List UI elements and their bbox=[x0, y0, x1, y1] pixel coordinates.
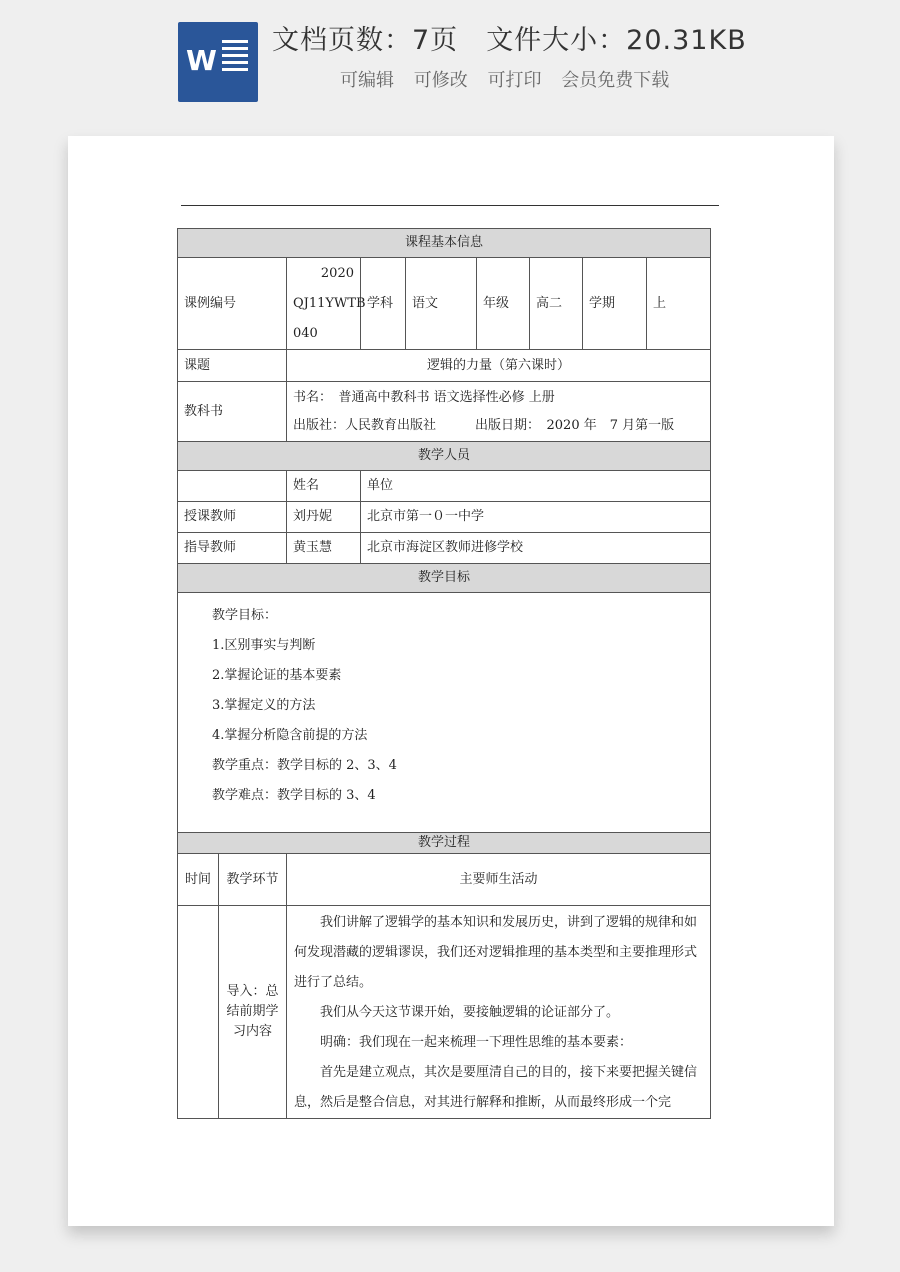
feature-member-download: 会员免费下载 bbox=[561, 70, 670, 91]
word-icon-letter: W bbox=[186, 44, 217, 77]
feature-modifiable: 可修改 bbox=[413, 70, 468, 91]
code-line-2: QJ11YWTB bbox=[293, 295, 366, 311]
staff-role: 授课教师 bbox=[178, 502, 287, 533]
goal-item: 4.掌握分析隐含前提的方法 bbox=[212, 728, 368, 743]
topic-value: 逻辑的力量（第六课时） bbox=[287, 350, 711, 382]
process-col-time: 时间 bbox=[178, 854, 219, 906]
staff-name-header: 姓名 bbox=[287, 471, 361, 502]
process-col-stage: 教学环节 bbox=[219, 854, 287, 906]
page-count: 文档页数：7页 bbox=[272, 25, 459, 56]
goal-item: 2.掌握论证的基本要素 bbox=[212, 668, 342, 683]
code-label: 课例编号 bbox=[178, 258, 287, 350]
process-stage: 导入：总结前期学习内容 bbox=[219, 906, 287, 1119]
subject-label: 学科 bbox=[361, 258, 406, 350]
code-value bbox=[287, 258, 366, 350]
term-label: 学期 bbox=[583, 258, 647, 350]
word-icon bbox=[178, 22, 258, 102]
activity-paragraph: 我们讲解了逻辑学的基本知识和发展历史，讲到了逻辑的规律和如何发现潜藏的逻辑谬误，我们还对逻辑推理的基本类型和主要推理形式进行了总结。 bbox=[294, 915, 698, 990]
lesson-table bbox=[177, 228, 711, 1119]
code-line-3: 040 bbox=[293, 325, 318, 341]
document-header bbox=[0, 0, 900, 130]
document-page bbox=[68, 136, 834, 1226]
word-icon-lines bbox=[222, 40, 248, 75]
activity-paragraph: 我们从今天这节课开始，要接触逻辑的论证部分了。 bbox=[320, 1005, 620, 1020]
process-activity bbox=[287, 906, 711, 1119]
feature-editable: 可编辑 bbox=[340, 70, 394, 91]
grade-value: 高二 bbox=[530, 258, 583, 350]
document-info-title bbox=[272, 18, 747, 57]
goal-item: 3.掌握定义的方法 bbox=[212, 698, 316, 713]
feature-printable: 可打印 bbox=[487, 70, 542, 91]
section-goals: 教学目标 bbox=[178, 564, 711, 593]
topic-label: 课题 bbox=[178, 350, 287, 382]
activity-paragraph: 明确：我们现在一起来梳理一下理性思维的基本要素： bbox=[320, 1035, 633, 1050]
activity-paragraph: 首先是建立观点，其次是要厘清自己的目的，接下来要把握关键信息，然后是整合信息，对其进行解释和推断，从而最终形成一个完 bbox=[294, 1065, 698, 1110]
section-staff: 教学人员 bbox=[178, 442, 711, 471]
staff-unit-header: 单位 bbox=[361, 471, 711, 502]
goal-difficulties: 教学难点：教学目标的 3、4 bbox=[212, 788, 376, 803]
textbook-publisher: 出版社：人民教育出版社 出版日期： 2020 年 7 月第一版 bbox=[293, 417, 675, 433]
process-time bbox=[178, 906, 219, 1119]
staff-unit: 北京市第一０一中学 bbox=[361, 502, 711, 533]
staff-name: 刘丹妮 bbox=[287, 502, 361, 533]
grade-label: 年级 bbox=[477, 258, 530, 350]
goal-item: 1.区别事实与判断 bbox=[212, 638, 316, 653]
goals-heading: 教学目标： bbox=[212, 608, 278, 623]
goals-cell bbox=[178, 593, 711, 833]
staff-unit: 北京市海淀区教师进修学校 bbox=[361, 533, 711, 564]
term-value: 上 bbox=[647, 258, 711, 350]
section-basic-info: 课程基本信息 bbox=[178, 229, 711, 258]
subject-value: 语文 bbox=[406, 258, 477, 350]
staff-blank bbox=[178, 471, 287, 502]
textbook-label: 教科书 bbox=[178, 382, 287, 442]
textbook-value bbox=[287, 382, 711, 442]
staff-name: 黄玉慧 bbox=[287, 533, 361, 564]
feature-list bbox=[340, 66, 679, 92]
textbook-title: 书名： 普通高中教科书 语文选择性必修 上册 bbox=[293, 389, 555, 405]
header-rule bbox=[181, 205, 719, 206]
file-size: 文件大小：20.31KB bbox=[486, 25, 747, 56]
process-col-activity: 主要师生活动 bbox=[287, 854, 711, 906]
staff-role: 指导教师 bbox=[178, 533, 287, 564]
code-line-1: 2020 bbox=[320, 265, 354, 281]
goal-key-points: 教学重点：教学目标的 2、3、4 bbox=[212, 758, 397, 773]
section-process: 教学过程 bbox=[178, 833, 711, 854]
